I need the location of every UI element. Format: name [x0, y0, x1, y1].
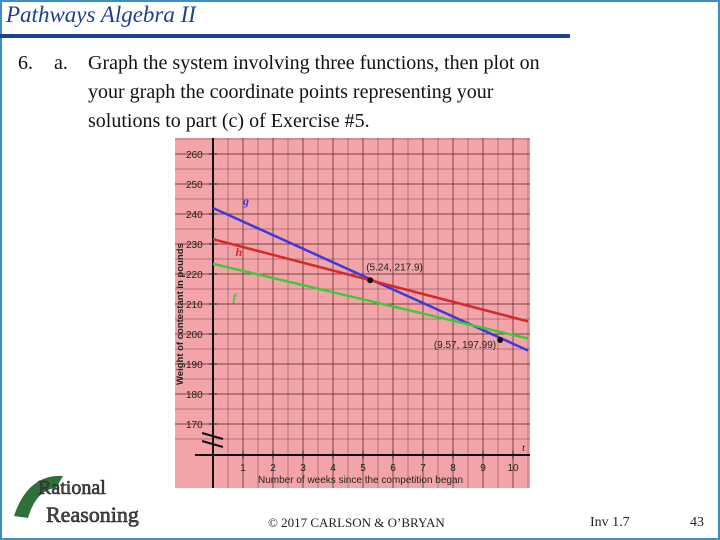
question-number: 6. — [18, 52, 33, 74]
x-tick-label: 10 — [507, 463, 519, 474]
question-text — [18, 49, 540, 136]
solution-point — [367, 277, 373, 283]
x-tick-label: 6 — [390, 463, 396, 474]
question-line-1 — [18, 49, 540, 78]
y-tick-label: 210 — [186, 300, 203, 311]
y-tick-label: 220 — [186, 270, 203, 281]
solution-point — [497, 337, 503, 343]
solution-point-label: (9.57, 197.99) — [433, 340, 497, 352]
footer-investigation: Inv 1.7 — [590, 515, 630, 530]
y-tick-label: 240 — [186, 210, 203, 221]
x-tick-label: 7 — [420, 463, 426, 474]
x-tick-label: 8 — [450, 463, 456, 474]
y-tick-label: 260 — [186, 150, 203, 161]
footer-page-number: 43 — [690, 515, 704, 530]
footer-copyright: © 2017 CARLSON & O’BRYAN — [268, 515, 445, 530]
series-label-g: g — [243, 194, 249, 208]
logo-word-2: Reasoning — [46, 502, 139, 527]
x-tick-label: 5 — [360, 463, 366, 474]
y-tick-label: 250 — [186, 180, 203, 191]
x-tick-label: 4 — [330, 463, 336, 474]
question-line-3: solutions to part (c) of Exercise #5. — [88, 110, 370, 132]
y-axis-label: Weight of contestant in pounds — [175, 243, 186, 385]
rational-reasoning-logo — [8, 466, 178, 528]
question-part: a. — [54, 52, 68, 74]
y-tick-label: 170 — [186, 420, 203, 431]
solution-point-label: (5.24, 217.9) — [366, 262, 423, 274]
y-tick-label: 200 — [186, 330, 203, 341]
x-tick-label: 2 — [270, 463, 276, 474]
y-tick-label: 230 — [186, 240, 203, 251]
x-axis-variable: t — [522, 442, 526, 454]
x-tick-label: 3 — [300, 463, 306, 474]
y-tick-label: 180 — [186, 390, 203, 401]
series-label-h: h — [235, 245, 243, 259]
logo-word-1: Rational — [38, 477, 106, 499]
x-axis-label: Number of weeks since the competition began — [258, 475, 464, 486]
x-tick-label: 1 — [240, 463, 246, 474]
question-line-2: your graph the coordinate points representing your — [88, 81, 494, 103]
title-underline — [0, 34, 570, 38]
question-line-text: Graph the system involving three functions, then plot on — [88, 52, 540, 74]
page-title: Pathways Algebra II — [6, 2, 196, 27]
weight-chart — [175, 138, 530, 488]
series-label-f: f — [232, 290, 237, 304]
x-tick-label: 9 — [480, 463, 486, 474]
y-tick-label: 190 — [186, 360, 203, 371]
